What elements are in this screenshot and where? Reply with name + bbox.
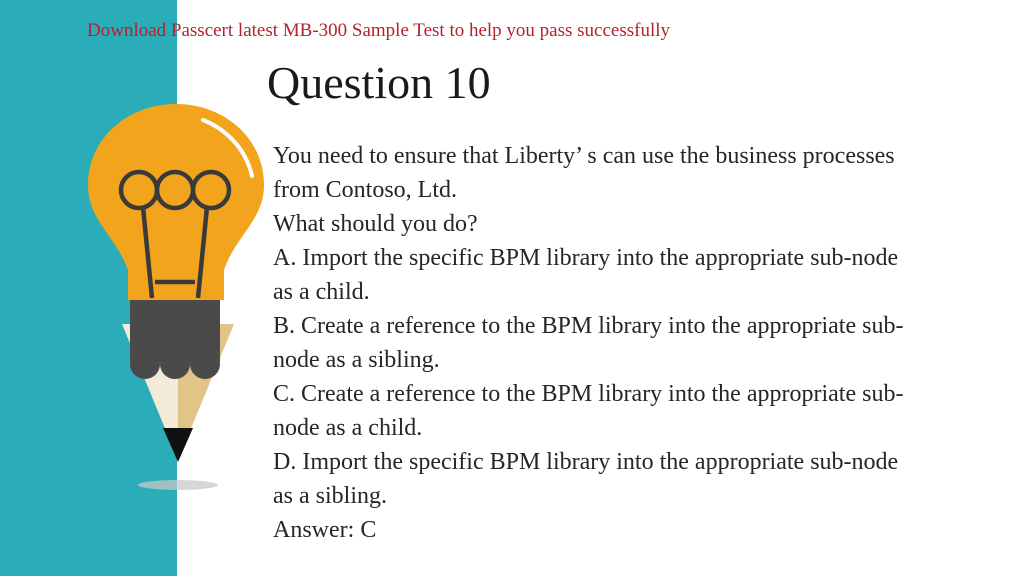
option-d-line-1: D. Import the specific BPM library into the appropriate sub-node	[273, 449, 899, 475]
page-title: Question 10	[267, 57, 491, 108]
question-line-2: from Contoso, Ltd.	[273, 177, 457, 203]
option-a-line-1: A. Import the specific BPM library into the appropriate sub-node	[273, 245, 899, 271]
option-a-line-2: as a child.	[273, 279, 370, 305]
lightbulb-pencil-icon	[80, 100, 280, 500]
option-c-line-1: C. Create a reference to the BPM library into the appropriate sub-	[273, 381, 904, 407]
promo-banner: Download Passcert latest MB-300 Sample Test to help you pass successfully	[87, 20, 671, 41]
question-text	[273, 139, 1013, 547]
option-b-line-1: B. Create a reference to the BPM library into the appropriate sub-	[273, 313, 904, 339]
option-d-line-2: as a sibling.	[273, 483, 387, 509]
answer-line: Answer: C	[273, 517, 377, 543]
question-line-1: You need to ensure that Liberty’ s can use the business processes	[273, 143, 895, 169]
option-b-line-2: node as a sibling.	[273, 347, 440, 373]
option-c-line-2: node as a child.	[273, 415, 423, 441]
question-prompt: What should you do?	[273, 211, 478, 237]
